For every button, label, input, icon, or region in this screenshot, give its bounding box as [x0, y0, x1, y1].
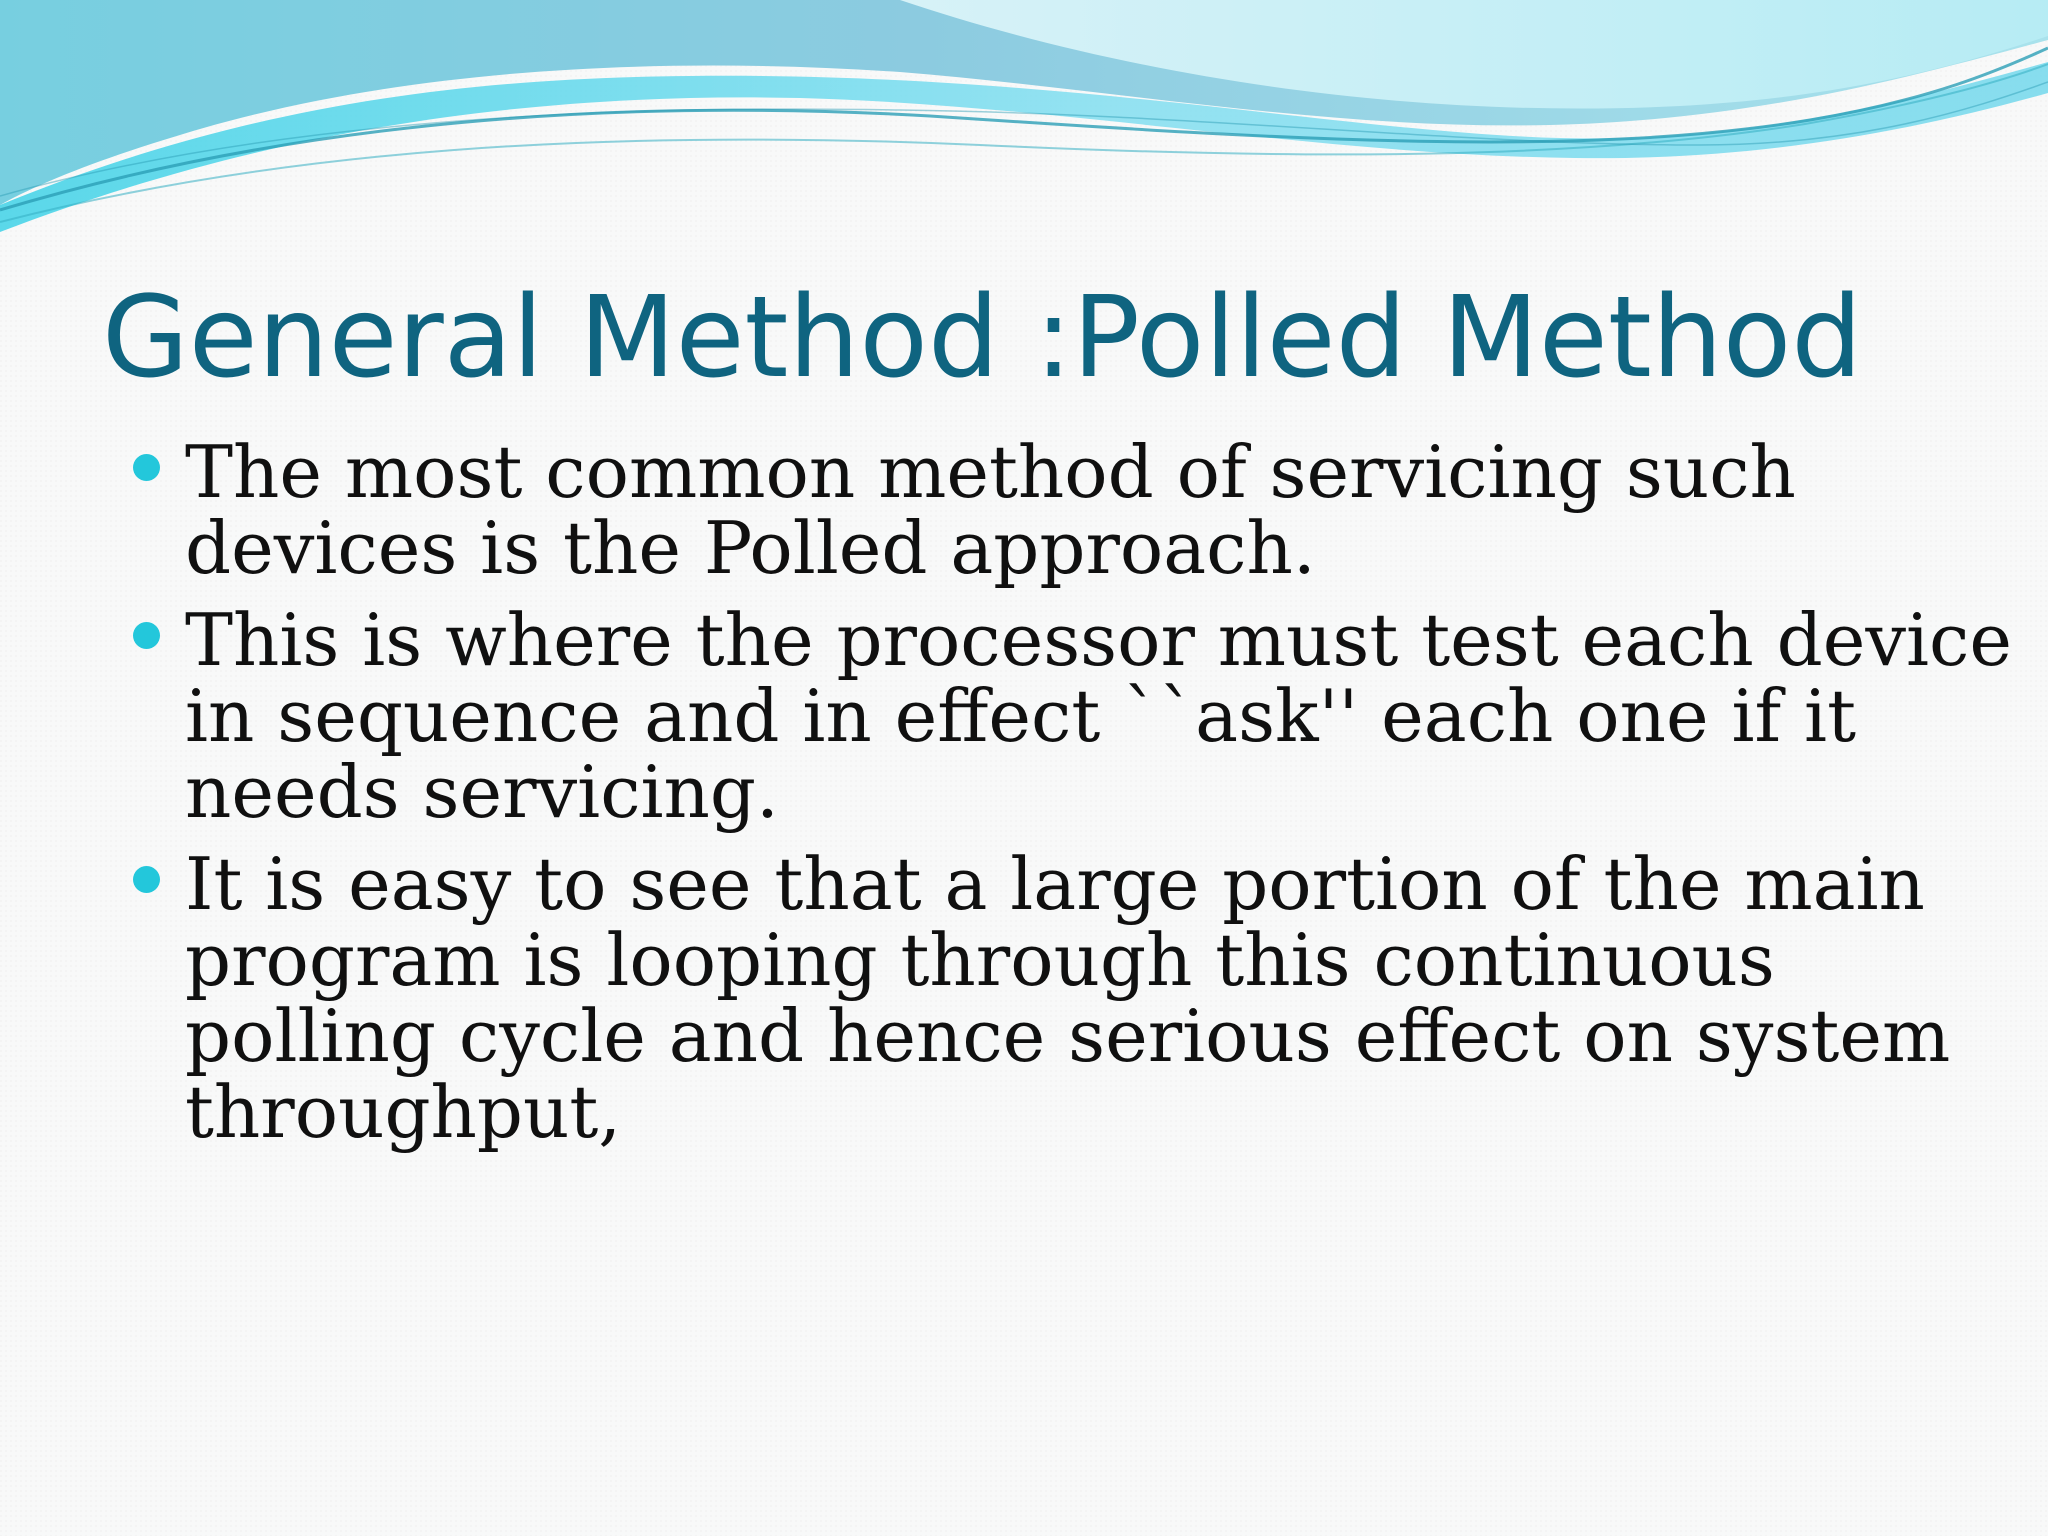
bullet-dot-icon: [133, 866, 160, 893]
slide-title: General Method :Polled Method: [102, 273, 1863, 403]
bullet-text-line: The most common method of servicing such: [185, 430, 1796, 514]
bullet-dot-icon: [133, 622, 160, 649]
bullet-text-line: in sequence and in effect ``ask'' each one if it: [185, 674, 1857, 758]
bullet-text-line: program is looping through this continuous: [185, 918, 1775, 1002]
bullet-text-line: devices is the Polled approach.: [185, 506, 1316, 590]
bullet-text-line: needs servicing.: [185, 750, 779, 834]
bullet-text-line: It is easy to see that a large portion of the main: [185, 842, 1925, 926]
bullet-text-line: throughput,: [185, 1070, 622, 1154]
decorative-wave-header: [0, 0, 2048, 260]
bullet-text-line: polling cycle and hence serious effect on system: [185, 994, 1951, 1078]
bullet-text-line: This is where the processor must test each device: [185, 598, 2012, 682]
bullet-item: [133, 598, 2012, 834]
bullet-item: [133, 430, 1933, 590]
bullet-list: [133, 430, 2012, 1166]
bullet-dot-icon: [133, 454, 160, 481]
bullet-item: [133, 842, 1951, 1154]
